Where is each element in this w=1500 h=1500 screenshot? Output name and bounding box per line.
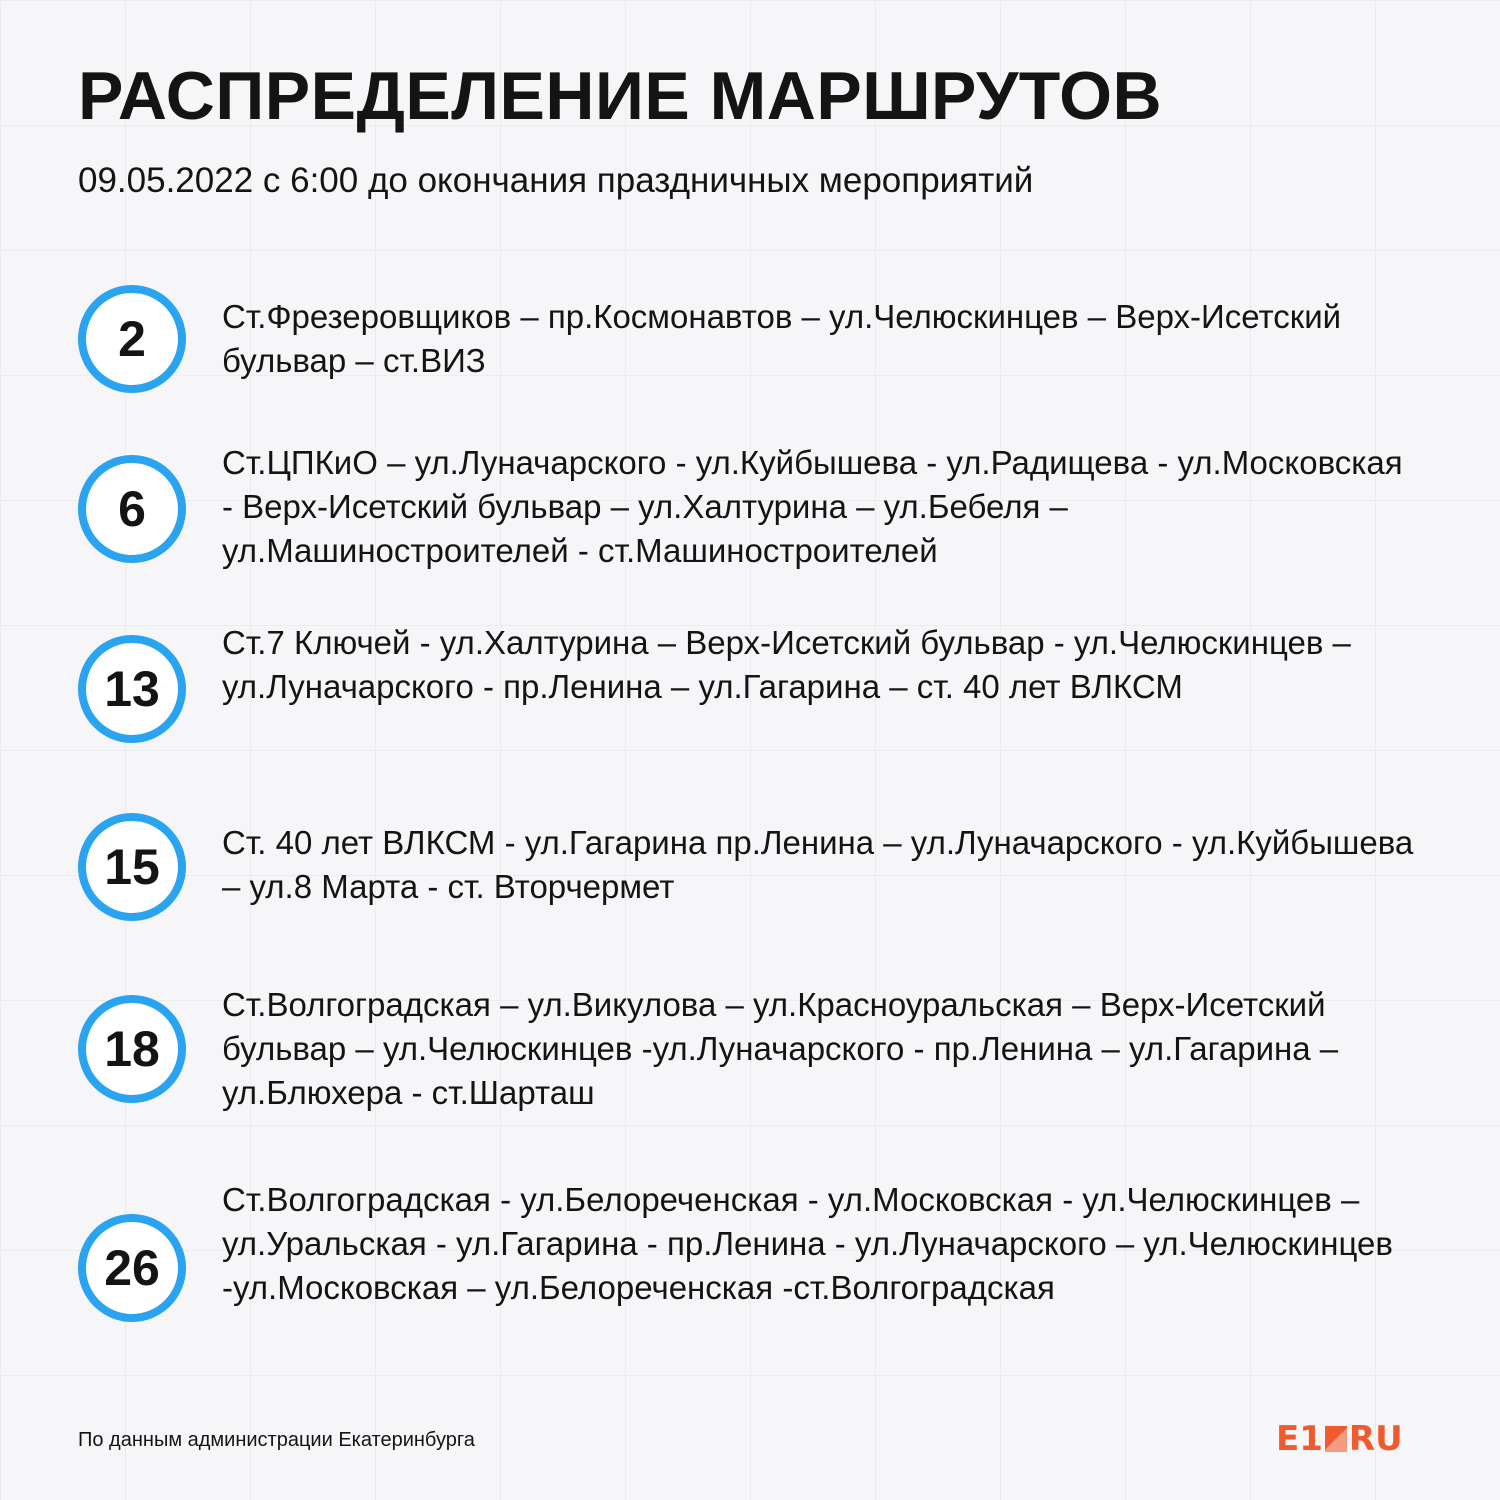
logo-text-left: E1 [1276,1419,1323,1459]
e1-logo [1276,1421,1403,1457]
route-number-badge: 18 [78,995,186,1103]
route-description: Ст. 40 лет ВЛКСМ - ул.Гагарина пр.Ленина – ул.Луначарского - ул.Куйбышева – ул.8 Марта - ст. Вторчермет [222,824,1414,905]
page-title: РАСПРЕДЕЛЕНИЕ МАРШРУТОВ [78,58,1163,134]
route-description: Ст.Волгоградская – ул.Викулова – ул.Красноуральская – Верх-Исетский бульвар – ул.Челюскинцев -ул.Луначарского - пр.Ленина – ул.Гагарина – ул.Блюхера - ст.Шарташ [222,986,1339,1111]
logo-text-right: RU [1348,1419,1403,1459]
route-description: Ст.Волгоградская - ул.Белореченская - ул.Московская - ул.Челюскинцев – ул.Уральская - ул.Гагарина - пр.Ленина - ул.Луначарского – ул.Челюскинцев -ул.Московская – ул.Белореченская -ст.Волгоградская [222,1181,1393,1306]
route-number-badge: 15 [78,813,186,921]
page-subtitle: 09.05.2022 с 6:00 до окончания праздничных мероприятий [78,161,1034,200]
route-description: Ст.Фрезеровщиков – пр.Космонавтов – ул.Челюскинцев – Верх-Исетский бульвар – ст.ВИЗ [222,298,1342,379]
route-description: Ст.7 Ключей - ул.Халтурина – Верх-Исетский бульвар - ул.Челюскинцев – ул.Луначарского - пр.Ленина – ул.Гагарина – ст. 40 лет ВЛКСМ [222,624,1351,705]
route-number-badge: 2 [78,285,186,393]
route-number-badge: 26 [78,1214,186,1322]
logo-square-icon [1325,1426,1347,1452]
source-note: По данным администрации Екатеринбурга [78,1429,475,1451]
route-number-badge: 13 [78,635,186,743]
route-number-badge: 6 [78,455,186,563]
route-description: Ст.ЦПКиО – ул.Луначарского - ул.Куйбышева - ул.Радищева - ул.Московская - Верх-Исетский бульвар – ул.Халтурина – ул.Бебеля – ул.Машиностроителей - ст.Машиностроителей [222,444,1403,569]
